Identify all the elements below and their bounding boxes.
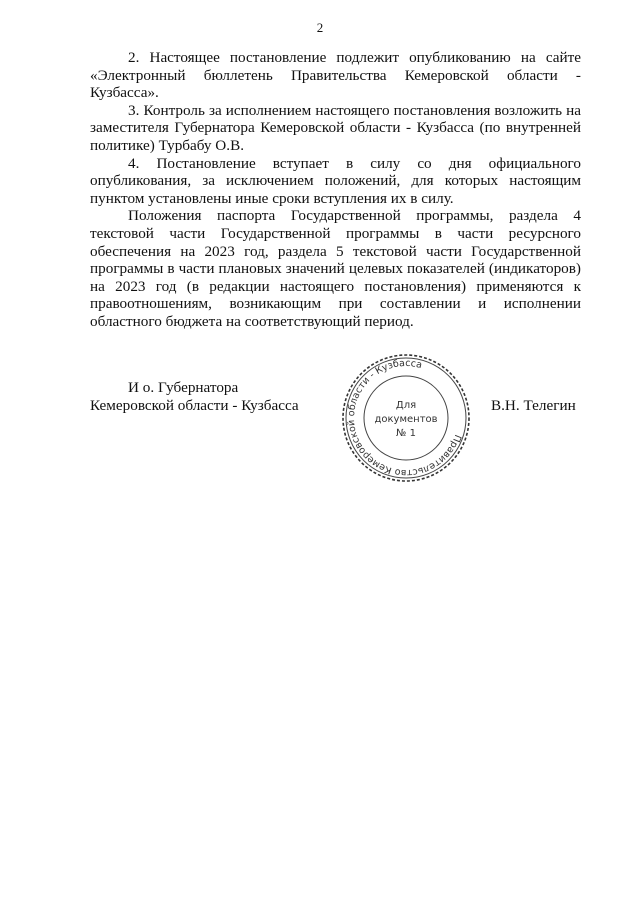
signatory-name: В.Н. Телегин [491, 397, 576, 414]
paragraph-effective-date: 4. Постановление вступает в силу со дня официального опубликования, за исключением положений, для которых настоящим пунктом установлены иные сроки вступления их в силу. [90, 154, 581, 207]
seal-ring-textpath: Правительство Кемеровской области - Кузбасса [345, 357, 464, 479]
seal-center-line1: Для [395, 400, 417, 411]
signatory-title-line1: И о. Губернатора [128, 379, 239, 396]
seal-center-line2: документов [374, 414, 438, 425]
page-number: 2 [316, 20, 324, 35]
seal-center-line3: № 1 [396, 428, 416, 439]
document-body [90, 49, 581, 331]
paragraph-publication: 2. Настоящее постановление подлежит опубликованию на сайте «Электронный бюллетень Правительства Кемеровской области - Кузбасса». [90, 49, 581, 102]
paragraph-control: 3. Контроль за исполнением настоящего постановления возложить на заместителя Губернатора Кемеровской области - Кузбасса (по внутренней политике) Турбабу О.В. [90, 101, 581, 154]
signatory-title-line2: Кемеровской области - Кузбасса [90, 397, 299, 414]
paragraph-provisions: Положения паспорта Государственной программы, раздела 4 текстовой части Государственной программы в части ресурсного обеспечения на 2023 год, раздела 5 текстовой части Государственной программы в части плановых значений целевых показателей (индикаторов) на 2023 год (в редакции настоящего постановления) применяются к правоотношениям, возникающим при составлении и исполнении областного бюджета на соответствующий период. [90, 207, 581, 330]
official-seal [340, 352, 472, 484]
